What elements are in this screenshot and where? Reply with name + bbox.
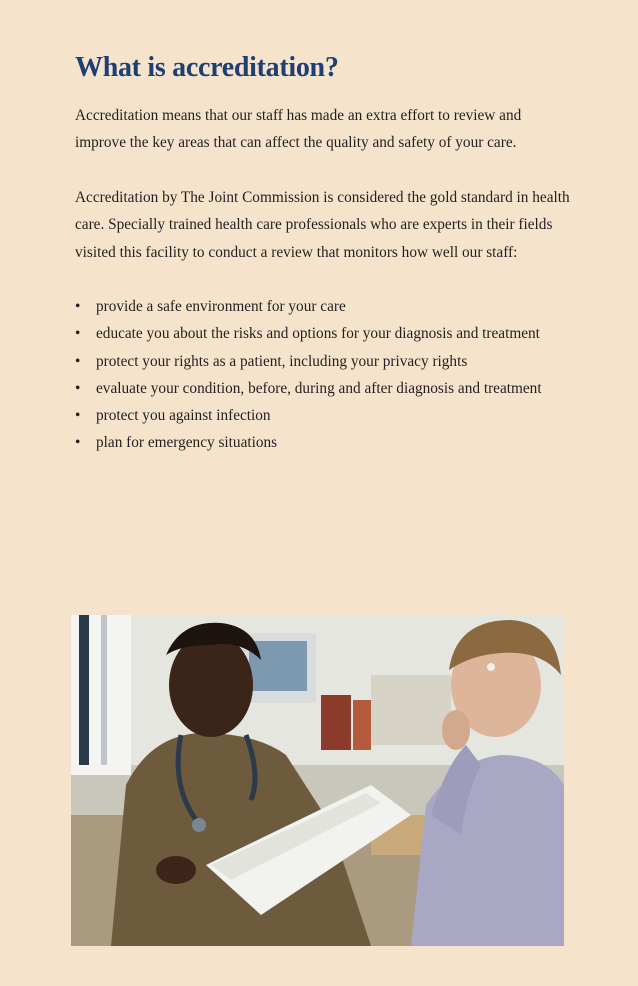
joint-commission-paragraph: Accreditation by The Joint Commission is considered the gold standard in health care. Specially trained health care professionals who are experts in their fields visited this facility to conduct a review that monitors how well our staff: xyxy=(75,189,570,261)
bullet-icon: • xyxy=(75,379,81,397)
bullet-icon: • xyxy=(75,407,81,425)
list-item-text: protect you against infection xyxy=(96,407,271,425)
bullet-icon: • xyxy=(75,434,81,452)
doctor-patient-photo xyxy=(71,615,564,946)
photo-illustration xyxy=(71,615,564,946)
list-item xyxy=(75,402,575,429)
bullet-icon: • xyxy=(75,298,81,315)
list-item xyxy=(75,375,575,402)
bullet-list xyxy=(75,293,575,457)
bullet-icon: • xyxy=(75,325,81,343)
list-item xyxy=(75,429,575,456)
page-title: What is accreditation? xyxy=(75,52,339,83)
list-item-text: evaluate your condition, before, during and after diagnosis and treatment xyxy=(96,379,542,397)
list-item-text: plan for emergency situations xyxy=(96,434,278,452)
list-item xyxy=(75,293,575,320)
list-item-text: educate you about the risks and options for your diagnosis and treatment xyxy=(96,325,540,343)
bullet-icon: • xyxy=(75,352,81,370)
list-item-text: provide a safe environment for your care xyxy=(96,298,346,315)
list-item xyxy=(75,348,575,375)
list-item xyxy=(75,320,575,347)
intro-paragraph: Accreditation means that our staff has made an extra effort to review and improve the key areas that can affect the quality and safety of your care. xyxy=(75,107,522,152)
list-item-text: protect your rights as a patient, including your privacy rights xyxy=(96,352,468,370)
